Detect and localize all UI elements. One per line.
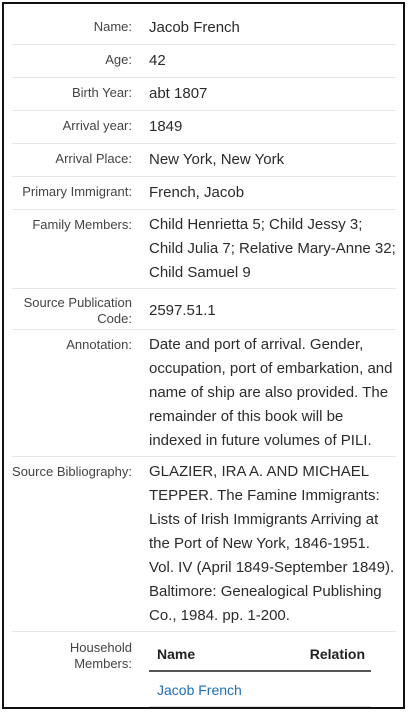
name-value: Jacob French	[149, 19, 240, 36]
record-frame	[2, 2, 405, 709]
row-source-code	[12, 289, 396, 330]
birth-year-label: Birth Year:	[72, 85, 132, 100]
row-household	[12, 632, 396, 710]
row-arrival-place	[12, 144, 396, 177]
primary-immigrant-value: French, Jacob	[149, 184, 245, 201]
family-members-value: Child Henrietta 5; Child Jessy 3; Child Julia 7; Relative Mary-Anne 32; Child Samuel 9	[149, 216, 396, 281]
household-member-name	[149, 671, 281, 707]
annotation-value: Date and port of arrival. Gender, occupation, port of embarkation, and name of ship are also provided. The remainder of this book will be indexed in future volumes of PILI.	[149, 336, 393, 449]
arrival-place-value: New York, New York	[149, 151, 285, 168]
primary-immigrant-label: Primary Immigrant:	[22, 184, 132, 199]
source-code-label: Source Publication Code:	[23, 295, 132, 326]
bibliography-value: GLAZIER, IRA A. AND MICHAEL TEPPER. The Famine Immigrants: Lists of Irish Immigrants Arriving at the Port of New York, 1846-1951. Vol. IV (April 1849-September 1849). Baltimore: Genealogical Publishing Co., 1984. pp. 1-200.	[149, 463, 395, 624]
household-label: Household Members:	[69, 640, 132, 671]
source-code-value: 2597.51.1	[149, 302, 216, 319]
arrival-year-value: 1849	[149, 118, 183, 135]
birth-year-value: abt 1807	[149, 85, 208, 102]
household-relation-header: Relation	[281, 638, 371, 671]
household-table	[149, 638, 371, 707]
row-bibliography	[12, 457, 396, 632]
row-name	[12, 12, 396, 45]
household-member-link[interactable]: Jacob French	[157, 682, 242, 698]
family-members-label: Family Members:	[32, 217, 132, 232]
household-name-header: Name	[149, 638, 281, 671]
bibliography-label: Source Bibliography:	[12, 464, 132, 479]
household-header-row	[149, 638, 371, 671]
arrival-year-label: Arrival year:	[62, 118, 132, 133]
record-details	[12, 12, 396, 710]
row-primary-immigrant	[12, 177, 396, 210]
age-label: Age:	[105, 52, 132, 67]
table-row	[149, 671, 371, 707]
row-arrival-year	[12, 111, 396, 144]
name-label: Name:	[93, 19, 132, 34]
arrival-place-label: Arrival Place:	[55, 151, 132, 166]
age-value: 42	[149, 52, 166, 69]
row-annotation	[12, 330, 396, 457]
annotation-label: Annotation:	[66, 337, 132, 352]
row-family-members	[12, 210, 396, 289]
household-member-relation	[281, 671, 371, 707]
row-birth-year	[12, 78, 396, 111]
household-value	[147, 632, 396, 710]
row-age	[12, 45, 396, 78]
